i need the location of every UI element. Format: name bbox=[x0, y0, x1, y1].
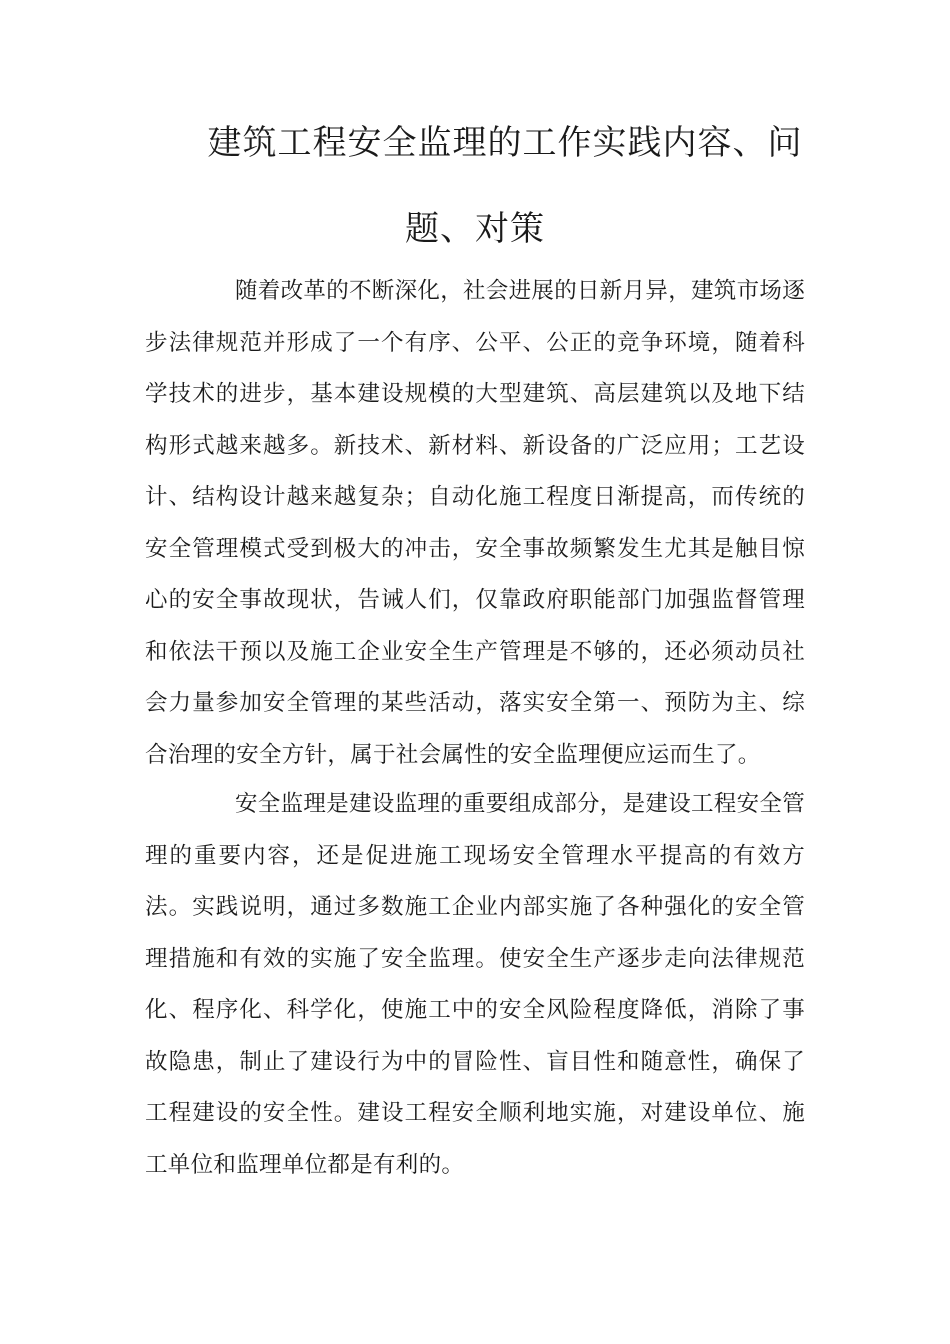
body-paragraph-2: 安全监理是建设监理的重要组成部分，是建设工程安全管理的重要内容，还是促进施工现场安全管理水平提高的有效方法。实践说明，通过多数施工企业内部实施了各种强化的安全管理措施和有效的实施了安全监理。使安全生产逐步走向法律规范化、程序化、科学化，使施工中的安全风险程度降低，消除了事故隐患，制止了建设行为中的冒险性、盲目性和随意性，确保了工程建设的安全性。建设工程安全顺利地实施，对建设单位、施工单位和监理单位都是有利的。 bbox=[145, 791, 806, 1178]
document-title bbox=[145, 100, 805, 272]
title-line-2: 题、对策 bbox=[405, 209, 545, 249]
body-paragraph-1: 随着改革的不断深化，社会进展的日新月异，建筑市场逐步法律规范并形成了一个有序、公平、公正的竞争环境，随着科学技术的进步，基本建设规模的大型建筑、高层建筑以及地下结构形式越来越多。新技术、新材料、新设备的广泛应用；工艺设计、结构设计越来越复杂；自动化施工程度日渐提高，而传统的安全管理模式受到极大的冲击，安全事故频繁发生尤其是触目惊心的安全事故现状，告诫人们，仅靠政府职能部门加强监督管理和依法干预以及施工企业安全生产管理是不够的，还必须动员社会力量参加安全管理的某些活动，落实安全第一、预防为主、综合治理的安全方针，属于社会属性的安全监理便应运而生了。 bbox=[145, 278, 806, 768]
title-line-1: 建筑工程安全监理的工作实践内容、问 bbox=[207, 123, 803, 163]
